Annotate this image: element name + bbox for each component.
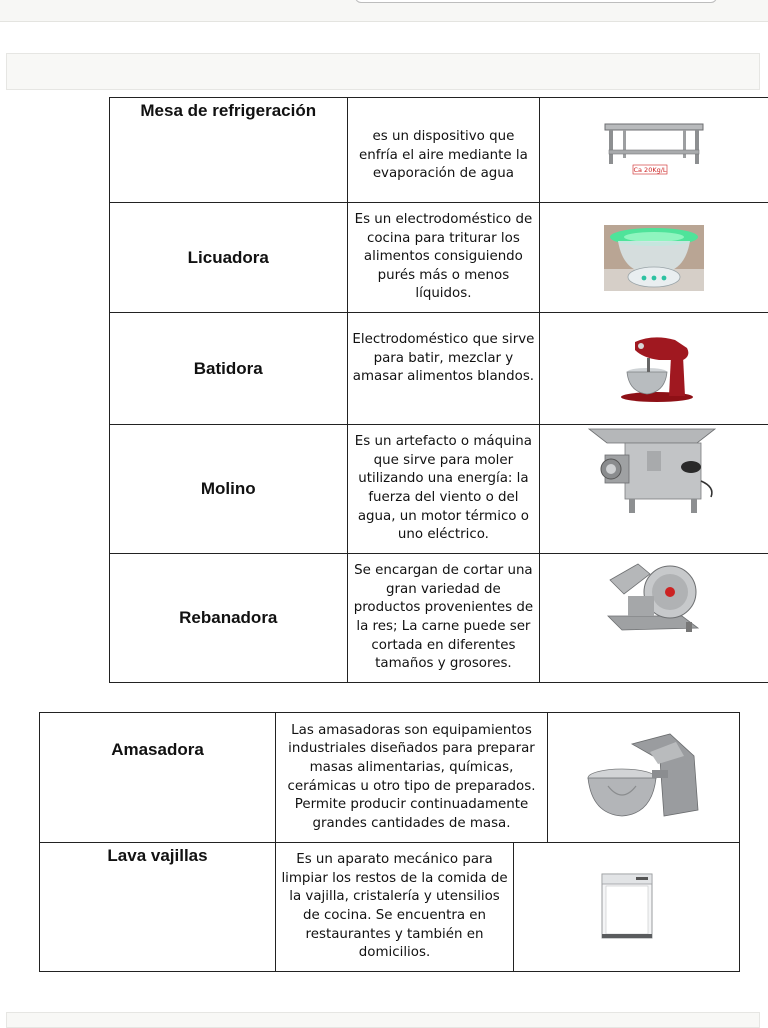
equipment-image [540,98,768,203]
document-header-bar [6,53,760,90]
equipment-image [548,713,740,843]
equipment-description: Las amasadoras son equipamientos industriales diseñados para preparar masas alimentarias, químicas, cerámicas u otro tipo de preparados. Permite producir continuadamente grandes cantidades de masa. [276,713,548,843]
equipment-description: Es un artefacto o máquina que sirve para moler utilizando una energía: la fuerza del viento o del agua, un motor térmico o uno eléctrico. [347,425,540,554]
equipment-description: Electrodoméstico que sirve para batir, mezclar y amasar alimentos blandos. [347,313,540,425]
meat-slicer-icon [602,560,706,636]
equipment-image [514,843,740,972]
dishwasher-icon [596,872,658,942]
equipment-table-2-row-2 [39,842,740,972]
equipment-name: Licuadora [110,203,348,313]
equipment-description: Es un electrodoméstico de cocina para triturar los alimentos consiguiendo purés más o menos líquidos. [347,203,540,313]
equipment-description: Es un aparato mecánico para limpiar los restos de la comida de la vajilla, cristalería y utensilios de cocina. Se encuentra en restaurantes y también en domicilios. [276,843,514,972]
equipment-name: Batidora [110,313,348,425]
equipment-image [540,554,768,683]
steel-table-icon [599,118,709,182]
equipment-image [540,313,768,425]
equipment-name: Molino [110,425,348,554]
table-row [110,425,768,554]
table-row [110,203,768,313]
table-row [110,313,768,425]
table-row [40,713,740,843]
blender-icon [604,225,704,291]
meat-grinder-icon [585,425,723,517]
equipment-name: Mesa de refrigeración [110,98,348,203]
document-footer-bar [6,1012,760,1028]
equipment-table-2 [39,712,740,843]
top-toolbar [0,0,768,22]
equipment-name: Lava vajillas [40,843,276,972]
equipment-image [540,203,768,313]
equipment-name: Rebanadora [110,554,348,683]
dough-mixer-icon [584,730,704,826]
table-row [110,98,768,203]
table-row [40,843,740,972]
search-pill[interactable] [355,0,717,3]
stand-mixer-icon [613,334,695,404]
equipment-description: es un dispositivo que enfría el aire mediante la evaporación de agua [347,98,540,203]
svg-text:Ca 20Kg/L: Ca 20Kg/L [634,166,667,174]
equipment-name: Amasadora [40,713,276,843]
equipment-image [540,425,768,554]
equipment-table-1 [109,97,768,683]
equipment-description: Se encargan de cortar una gran variedad de productos provenientes de la res; La carne puede ser cortada en diferentes tamaños y grosores. [347,554,540,683]
table-row [110,554,768,683]
